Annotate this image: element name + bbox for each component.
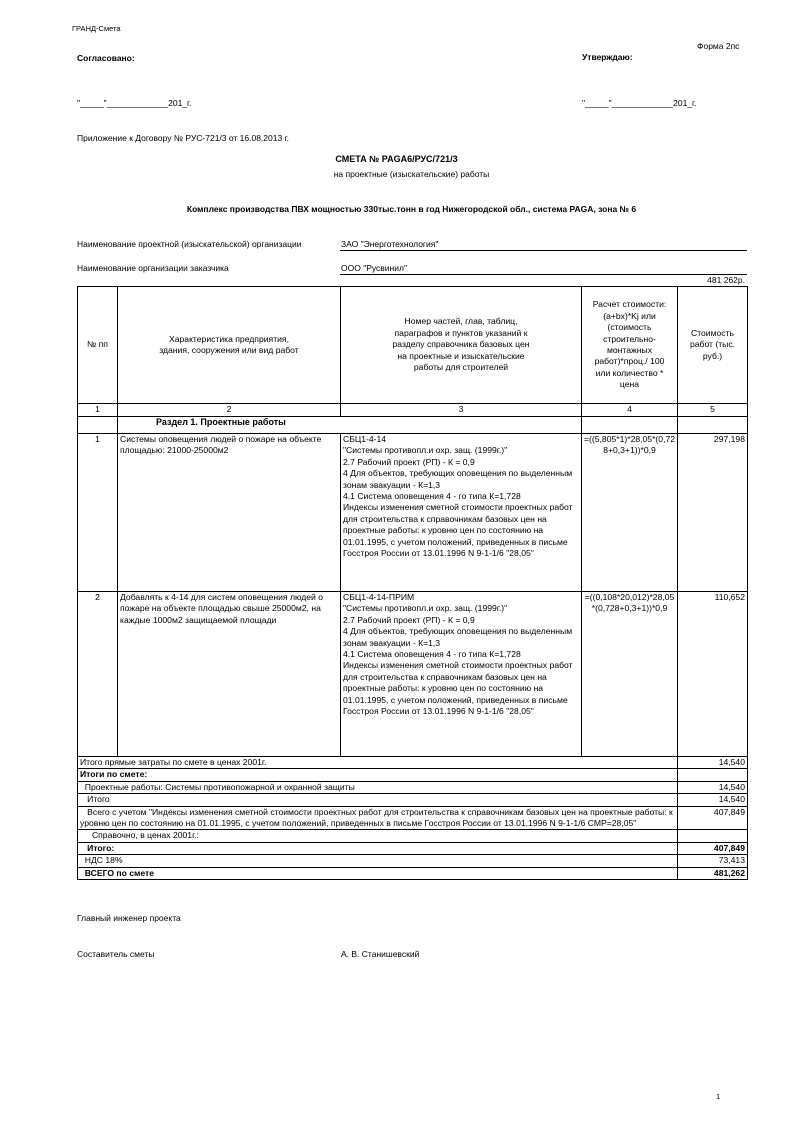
form-number: Форма 2пс xyxy=(697,41,740,51)
customer-label: Наименование организации заказчика xyxy=(77,263,229,273)
header-calc: Расчет стоимости: (a+bx)*Kj или (стоимость строительно- монтажных работ)*проц./ 100 или количество * цена xyxy=(582,287,678,404)
totals-label: ВСЕГО по смете xyxy=(78,867,678,879)
customer-underline xyxy=(340,274,747,275)
totals-row xyxy=(78,855,748,867)
total-sum: 481 262р. xyxy=(707,275,745,285)
totals-row xyxy=(78,781,748,793)
compiler-name: А. В. Станишевский xyxy=(341,949,420,959)
totals-row xyxy=(78,842,748,854)
totals-value: 407,849 xyxy=(678,842,748,854)
approve-label: Утверждаю: xyxy=(582,52,633,62)
section-title: Раздел 1. Проектные работы xyxy=(118,417,582,434)
row-characteristic: Добавлять к 4-14 для систем оповещения людей о пожаре на объекте площадью свыше 25000м2, на каждые 1000м2 защищаемой площади xyxy=(118,592,341,757)
row-cost: 297,198 xyxy=(678,434,748,592)
app-name: ГРАНД-Смета xyxy=(72,24,121,33)
row-calc: =((5,805*1)*28,05*(0,728+0,3+1))*0,9 xyxy=(582,434,678,592)
totals-label: Справочно, в ценах 2001г.: xyxy=(78,830,678,842)
totals-value: 481,262 xyxy=(678,867,748,879)
estimate-subtitle: на проектные (изыскательские) работы xyxy=(333,169,490,179)
totals-label: НДС 18% xyxy=(78,855,678,867)
object-name: Комплекс производства ПВХ мощностью 330тыс.тонн в год Нижегородской обл., система PAGA, зона № 6 xyxy=(186,204,637,214)
totals-row xyxy=(78,867,748,879)
date-right: "_____"_____________201_г. xyxy=(582,98,697,108)
totals-value: 14,540 xyxy=(678,794,748,806)
header-reference: Номер частей, глав, таблиц, параграфов и пунктов указаний к разделу справочника базовых цен на проектные и изыскательские работы для строителей xyxy=(341,287,582,404)
table-row xyxy=(78,434,748,592)
estimate-title: СМЕТА № PAGA6/РУС/721/3 xyxy=(335,154,458,164)
totals-row xyxy=(78,794,748,806)
totals-value: 14,540 xyxy=(678,781,748,793)
col-number: 4 xyxy=(582,404,678,417)
totals-row xyxy=(78,769,748,781)
page-number: 1 xyxy=(716,1092,721,1101)
totals-value: 407,849 xyxy=(678,806,748,830)
row-reference: СБЦ1-4-14-ПРИМ "Системы противопл.и охр. защ. (1999г.)" 2.7 Рабочий проект (РП) - К = 0,9 4 Для объектов, требующих оповещения по выделенным зонам эвакуации - К=1,3 4.1 Система оповещения 4 - го типа К=1,728 Индексы изменения сметной стоимости проектных работ для строительства к справочникам базовых цен на проектные работы: к уровню цен по состоянию на 01.01.1995, с учетом положений, приведенных в письме Госстроя России от 13.01.1996 N 9-1-1/6 "28,05" xyxy=(341,592,582,757)
row-calc: =((0,108*20,012)*28,05*(0,728+0,3+1))*0,9 xyxy=(582,592,678,757)
table-header-row xyxy=(78,287,748,404)
row-characteristic: Системы оповещения людей о пожаре на объекте площадью: 21000-25000м2 xyxy=(118,434,341,592)
header-characteristic: Характеристика предприятия, здания, сооружения или вид работ xyxy=(118,287,341,404)
totals-label: Проектные работы: Системы противопожарной и охранной защиты xyxy=(78,781,678,793)
totals-label: Итоги по смете: xyxy=(78,769,678,781)
chief-engineer-label: Главный инженер проекта xyxy=(77,913,181,923)
header-cost: Стоимость работ (тыс. руб.) xyxy=(678,287,748,404)
row-cost: 110,652 xyxy=(678,592,748,757)
totals-label: Итого xyxy=(78,794,678,806)
totals-value: 14,540 xyxy=(678,757,748,769)
totals-label: Итого прямые затраты по смете в ценах 2001г. xyxy=(78,757,678,769)
col-number: 5 xyxy=(678,404,748,417)
designer-underline xyxy=(340,250,747,251)
totals-row xyxy=(78,757,748,769)
totals-label: Всего с учетом "Индексы изменения сметной стоимости проектных работ для строительства к справочникам базовых цен на проектные работы: к уровню цен по состоянию на 01.01.1995, с учетом положений, приведенных в письме Госстроя России от 13.01.1996 N 9-1-1/6 СМР=28,05" xyxy=(78,806,678,830)
agreed-label: Согласовано: xyxy=(77,53,135,63)
appendix-text: Приложение к Договору № РУС-721/3 от 16.08.2013 г. xyxy=(77,133,289,143)
col-number: 2 xyxy=(118,404,341,417)
totals-row xyxy=(78,806,748,830)
column-numbers-row xyxy=(78,404,748,417)
col-number: 1 xyxy=(78,404,118,417)
totals-label: Итого: xyxy=(78,842,678,854)
totals-row xyxy=(78,830,748,842)
header-num: № пп xyxy=(78,287,118,404)
row-num: 1 xyxy=(78,434,118,592)
row-reference: СБЦ1-4-14 "Системы противопл.и охр. защ. (1999г.)" 2.7 Рабочий проект (РП) - К = 0,9 4 Для объектов, требующих оповещения по выделенным зонам эвакуации - К=1,3 4.1 Система оповещения 4 - го типа К=1,728 Индексы изменения сметной стоимости проектных работ для строительства к справочникам базовых цен на проектные работы: к уровню цен по состоянию на 01.01.1995, с учетом положений, приведенных в письме Госстроя России от 13.01.1996 N 9-1-1/6 "28,05" xyxy=(341,434,582,592)
customer-value: ООО "Русвинил" xyxy=(341,263,407,273)
date-left: "_____"_____________201_г. xyxy=(77,98,192,108)
section-row xyxy=(78,417,748,434)
compiler-label: Составитель сметы xyxy=(77,949,155,959)
col-number: 3 xyxy=(341,404,582,417)
totals-value xyxy=(678,769,748,781)
totals-value: 73,413 xyxy=(678,855,748,867)
estimate-table xyxy=(77,286,748,880)
table-row xyxy=(78,592,748,757)
designer-value: ЗАО "Энерготехнология" xyxy=(341,239,439,249)
designer-label: Наименование проектной (изыскательской) организации xyxy=(77,239,302,249)
totals-value xyxy=(678,830,748,842)
row-num: 2 xyxy=(78,592,118,757)
